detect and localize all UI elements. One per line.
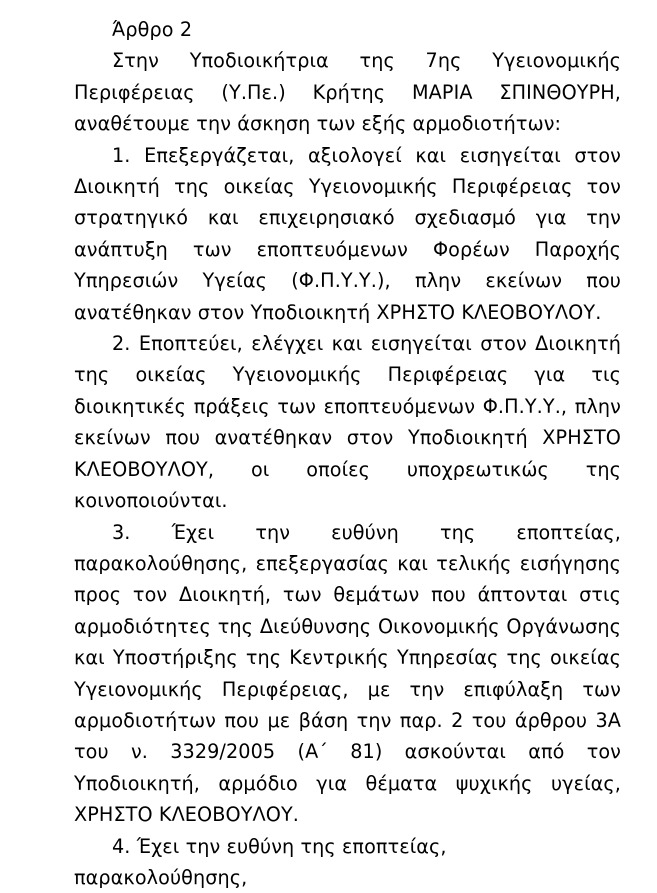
paragraph-item-1: 1. Επεξεργάζεται, αξιολογεί και εισηγείται στον Διοικητή της οικείας Υγειονομικής Περιφέρειας τον στρατηγικό και επιχειρησιακό σχεδιασμό για την ανάπτυξη των εποπτευόμενων Φορέων Παροχής Υπηρεσιών Υγείας (Φ.Π.Υ.Υ.), πλην εκείνων που ανατέθηκαν στον Υποδιοικητή ΧΡΗΣΤΟ ΚΛΕΟΒΟΥΛΟΥ. bbox=[74, 143, 621, 324]
paragraph-item-2: 2. Εποπτεύει, ελέγχει και εισηγείται στον Διοικητή της οικείας Υγειονομικής Περιφέρειας για τις διοικητικές πράξεις των εποπτευόμενων Φ.Π.Υ.Υ., πλην εκείνων που ανατέθηκαν στον Υποδιοικητή ΧΡΗΣΤΟ ΚΛΕΟΒΟΥΛΟΥ, οι οποίες υποχρεωτικώς της κοινοποιούνται. bbox=[74, 332, 621, 513]
article-heading: Άρθρο 2 bbox=[112, 18, 193, 41]
paragraph-item-4: 4. Έχει την ευθύνη της εποπτείας, παρακολούθησης, bbox=[74, 834, 447, 889]
document-body bbox=[74, 14, 621, 893]
paragraph-item-3: 3. Έχει την ευθύνη της εποπτείας, παρακολούθησης, επεξεργασίας και τελικής εισήγησης προς τον Διοικητή, των θεμάτων που άπτονται στις αρμοδιότητες της Διεύθυνσης Οικονομικής Οργάνωσης και Υποστήριξης της Κεντρικής Υπηρεσίας της οικείας Υγειονομικής Περιφέρειας, με την επιφύλαξη των αρμοδιοτήτων που με βάση την παρ. 2 του άρθρου 3Α του ν. 3329/2005 (Α΄ 81) ασκούνται από τον Υποδιοικητή, αρμόδιο για θέματα ψυχικής υγείας, ΧΡΗΣΤΟ ΚΛΕΟΒΟΥΛΟΥ. bbox=[74, 520, 621, 827]
paragraph-intro: Στην Υποδιοικήτρια της 7ης Υγειονομικής Περιφέρειας (Υ.Πε.) Κρήτης ΜΑΡΙΑ ΣΠΙΝΘΟΥΡΗ, αναθέτουμε την άσκηση των εξής αρμοδιοτήτων: bbox=[74, 49, 621, 136]
